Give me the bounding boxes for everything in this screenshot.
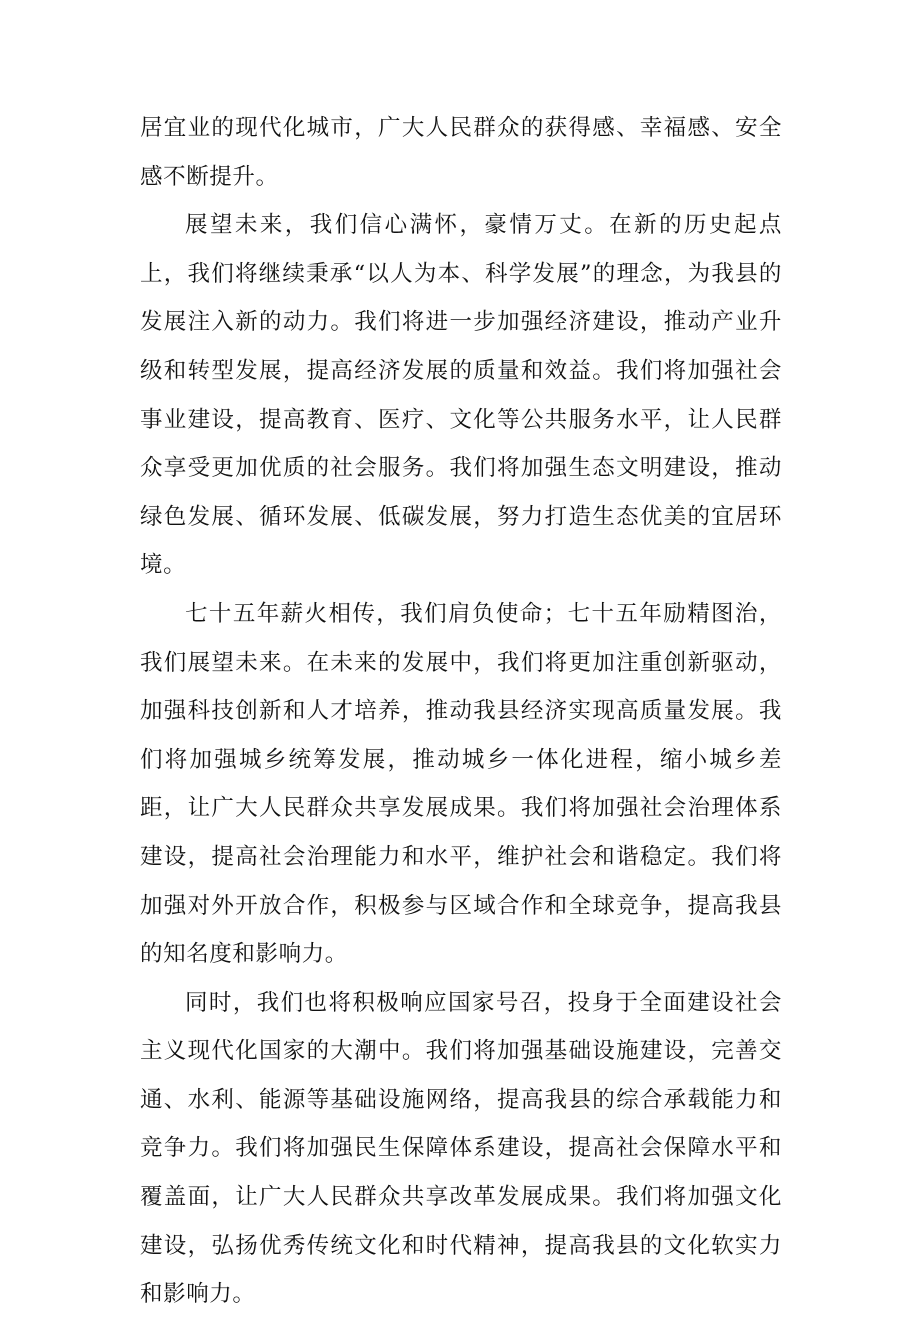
paragraph-national-call: 同时，我们也将积极响应国家号召，投身于全面建设社会主义现代化国家的大潮中。我们将加强基础设施建设，完善交通、水利、能源等基础设施网络，提高我县的综合承载能力和竞争力。我们将加强民生保障体系建设，提高社会保障水平和覆盖面，让广大人民群众共享改革发展成果。我们将加强文化建设，弘扬优秀传统文化和时代精神，提高我县的文化软实力和影响力。 [140, 989, 782, 1308]
paragraph-seventy-five-years: 七十五年薪火相传，我们肩负使命；七十五年励精图治，我们展望未来。在未来的发展中，我们将更加注重创新驱动，加强科技创新和人才培养，推动我县经济实现高质量发展。我们将加强城乡统筹发展，推动城乡一体化进程，缩小城乡差距，让广大人民群众共享发展成果。我们将加强社会治理体系建设，提高社会治理能力和水平，维护社会和谐稳定。我们将加强对外开放合作，积极参与区域合作和全球竞争，提高我县的知名度和影响力。 [140, 600, 782, 968]
document-page [140, 104, 782, 1319]
paragraph-continued: 居宜业的现代化城市，广大人民群众的获得感、幸福感、安全感不断提升。 [140, 115, 782, 190]
paragraph-outlook: 展望未来，我们信心满怀，豪情万丈。在新的历史起点上，我们将继续秉承“以人为本、科学发展”的理念，为我县的发展注入新的动力。我们将进一步加强经济建设，推动产业升级和转型发展，提高经济发展的质量和效益。我们将加强社会事业建设，提高教育、医疗、文化等公共服务水平，让人民群众享受更加优质的社会服务。我们将加强生态文明建设，推动绿色发展、循环发展、低碳发展，努力打造生态优美的宜居环境。 [140, 212, 782, 579]
